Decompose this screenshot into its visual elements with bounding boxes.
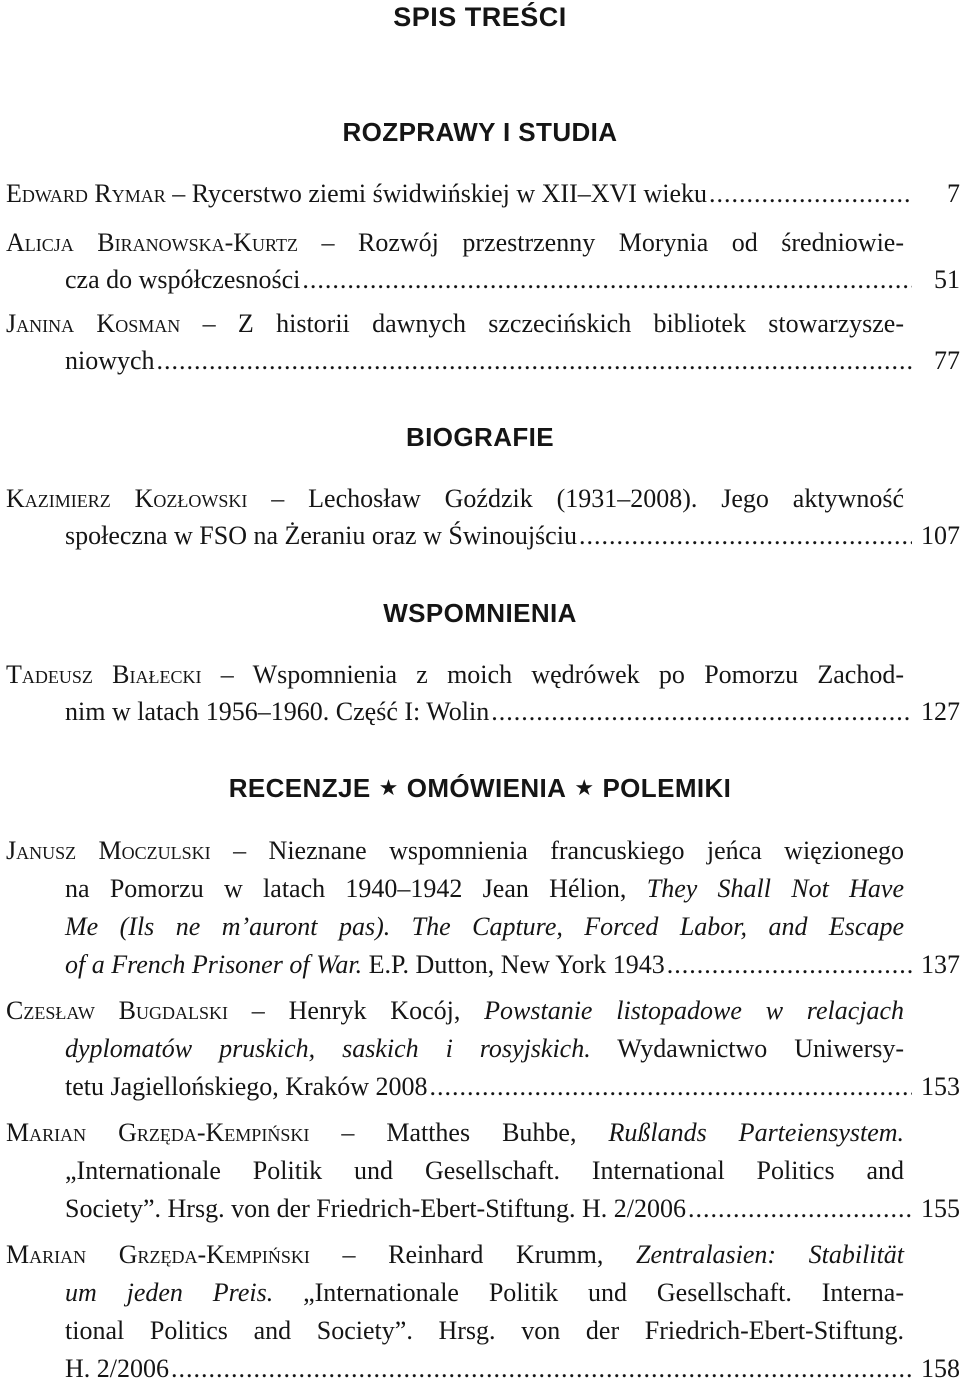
page-number: 51	[934, 265, 960, 294]
author-name: Marian Grzęda-Kempiński	[6, 1240, 310, 1269]
leader-dots	[688, 1190, 912, 1227]
entry-title: Wspomnienia z moich wędrówek po Pomorzu Zachod-	[252, 660, 904, 689]
dash: –	[342, 1240, 356, 1269]
book-title-cont: dyplomatów pruskich, saskich i rosyjskich.	[65, 1034, 591, 1063]
author-name: Janusz Moczulski	[6, 836, 211, 865]
page-title: SPIS TREŚCI	[393, 2, 567, 32]
section-word-recenzje: RECENZJE	[228, 773, 371, 803]
author-name: Marian Grzęda-Kempiński	[6, 1118, 310, 1147]
section-title-rozprawy: ROZPRAWY I STUDIA	[342, 117, 618, 147]
entry-title-cont: cza do współczesności	[65, 265, 301, 294]
leader-dots	[157, 342, 912, 379]
dash: –	[233, 836, 247, 865]
leader-dots	[709, 175, 912, 212]
page-number: 137	[921, 950, 960, 979]
star-icon: ★	[378, 775, 399, 800]
entry-title-cont: niowych	[65, 346, 155, 375]
journal-title: „Internationale Politik und Gesellschaft. Interna-	[303, 1278, 905, 1307]
leader-dots	[430, 1068, 913, 1105]
section-word-omowienia: OMÓWIENIA	[406, 773, 567, 803]
page-number: 107	[921, 521, 960, 550]
page-number: 7	[947, 179, 960, 208]
section-title-recenzje	[0, 771, 960, 807]
author-name: Czesław Bugdalski	[6, 996, 228, 1025]
dash: –	[220, 660, 234, 689]
dash: –	[321, 228, 335, 257]
entry-title: Rozwój przestrzenny Morynia od średniowie-	[358, 228, 905, 257]
publisher: Wydawnictwo Uniwersy-	[617, 1034, 905, 1063]
entry-title-cont: nim w latach 1956–1960. Część I: Wolin	[65, 697, 490, 726]
book-title-cont: um jeden Preis.	[65, 1278, 274, 1307]
journal-title-cont: tional Politics and Society”. Hrsg. von der Friedrich-Ebert-Stiftung.	[65, 1316, 904, 1345]
dash: –	[341, 1118, 355, 1147]
book-title: They Shall Not Have	[646, 874, 904, 903]
book-title-cont: Me (Ils ne m’auront pas). The Capture, Forced Labor, and Escape	[65, 912, 904, 941]
page-number: 155	[921, 1194, 960, 1223]
star-icon: ★	[574, 775, 595, 800]
author-name: Edward Rymar	[6, 179, 166, 208]
page-number: 77	[934, 346, 960, 375]
section-title-wspomnienia: WSPOMNIENIA	[383, 598, 577, 628]
author-name: Kazimierz Kozłowski	[6, 484, 248, 513]
publisher-cont: tetu Jagiellońskiego, Kraków 2008	[65, 1072, 428, 1101]
dash: –	[172, 179, 186, 208]
journal-title: „Internationale Politik und Gesellschaft. International Politics and	[65, 1156, 904, 1185]
author-name: Janina Kosman	[6, 309, 181, 338]
dash: –	[202, 309, 216, 338]
book-title: Zentralasien: Stabilität	[635, 1240, 905, 1269]
leader-dots	[302, 261, 912, 298]
author-name: Alicja Biranowska-Kurtz	[6, 228, 298, 257]
page-number: 158	[921, 1354, 960, 1383]
leader-dots	[579, 517, 912, 554]
reviewed-author: Reinhard Krumm,	[388, 1240, 604, 1269]
publisher: E.P. Dutton, New York 1943	[368, 950, 665, 979]
leader-dots	[667, 946, 912, 983]
reviewed-author: Matthes Buhbe,	[386, 1118, 577, 1147]
reviewed-author: Henryk Kocój,	[288, 996, 461, 1025]
toc-entry-rymar[interactable]	[6, 175, 960, 212]
author-name: Tadeusz Białecki	[6, 660, 202, 689]
book-title-cont: of a French Prisoner of War.	[65, 950, 363, 979]
entry-title: Rycerstwo ziemi świdwińskiej w XII–XVI wieku	[191, 179, 707, 208]
section-title-biografie: BIOGRAFIE	[405, 422, 555, 452]
leader-dots	[171, 1350, 912, 1387]
entry-title: Nieznane wspomnienia francuskiego jeńca więzionego	[268, 836, 905, 865]
book-title: Rußlands Parteiensystem.	[608, 1118, 905, 1147]
journal-title-cont: Society”. Hrsg. von der Friedrich-Ebert-Stiftung. H. 2/2006	[65, 1194, 686, 1223]
issue-number: H. 2/2006	[65, 1354, 169, 1383]
dash: –	[271, 484, 285, 513]
entry-title-cont: społeczna w FSO na Żeraniu oraz w Świnoujściu	[65, 521, 577, 550]
entry-title: Z historii dawnych szczecińskich bibliotek stowarzysze-	[237, 309, 905, 338]
entry-title: Lechosław Goździk (1931–2008). Jego aktywność	[308, 484, 904, 513]
section-word-polemiki: POLEMIKI	[602, 773, 732, 803]
page-number: 127	[921, 697, 960, 726]
book-title: Powstanie listopadowe w relacjach	[484, 996, 905, 1025]
leader-dots	[491, 693, 912, 730]
entry-title-cont: na Pomorzu w latach 1940–1942 Jean Hélion,	[65, 874, 627, 903]
dash: –	[251, 996, 265, 1025]
page-number: 153	[921, 1072, 960, 1101]
